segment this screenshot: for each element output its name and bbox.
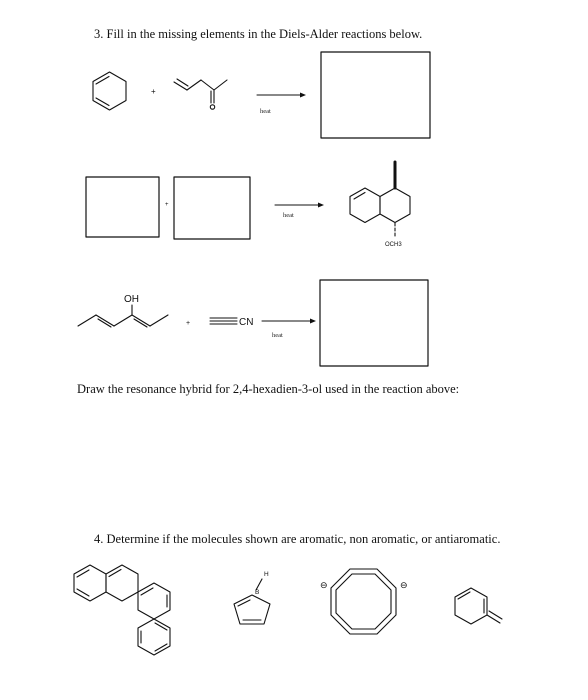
negative-charge-left: ⊖ bbox=[320, 580, 328, 590]
nitrile-label: CN bbox=[239, 317, 254, 328]
plus-sign-3: + bbox=[186, 320, 191, 327]
heat-label-3: heat bbox=[272, 332, 283, 339]
resonance-hybrid-prompt: Draw the resonance hybrid for 2,4-hexadien-3-ol used in the reaction above: bbox=[77, 382, 460, 396]
question-3-title: 3. Fill in the missing elements in the Diels-Alder reactions below. bbox=[94, 27, 423, 41]
borole-b-label: B bbox=[255, 589, 260, 596]
negative-charge-right: ⊖ bbox=[400, 580, 408, 590]
cyclooctatetraene-dianion-structure bbox=[331, 569, 396, 634]
borole-h-label: H bbox=[264, 571, 269, 578]
plus-sign-1: + bbox=[151, 87, 156, 96]
methoxy-label: OCH3 bbox=[385, 242, 402, 248]
hydroxyl-label: OH bbox=[124, 294, 139, 305]
methylenecyclohexadiene-structure bbox=[455, 588, 502, 624]
phenanthrene-structure bbox=[74, 565, 170, 655]
heat-label-1: heat bbox=[260, 108, 271, 115]
borole-structure bbox=[234, 579, 270, 624]
plus-sign-2: + bbox=[165, 202, 169, 208]
heat-label-2: heat bbox=[283, 212, 294, 219]
question-4-title: 4. Determine if the molecules shown are aromatic, non aromatic, or antiaromatic. bbox=[94, 532, 501, 546]
